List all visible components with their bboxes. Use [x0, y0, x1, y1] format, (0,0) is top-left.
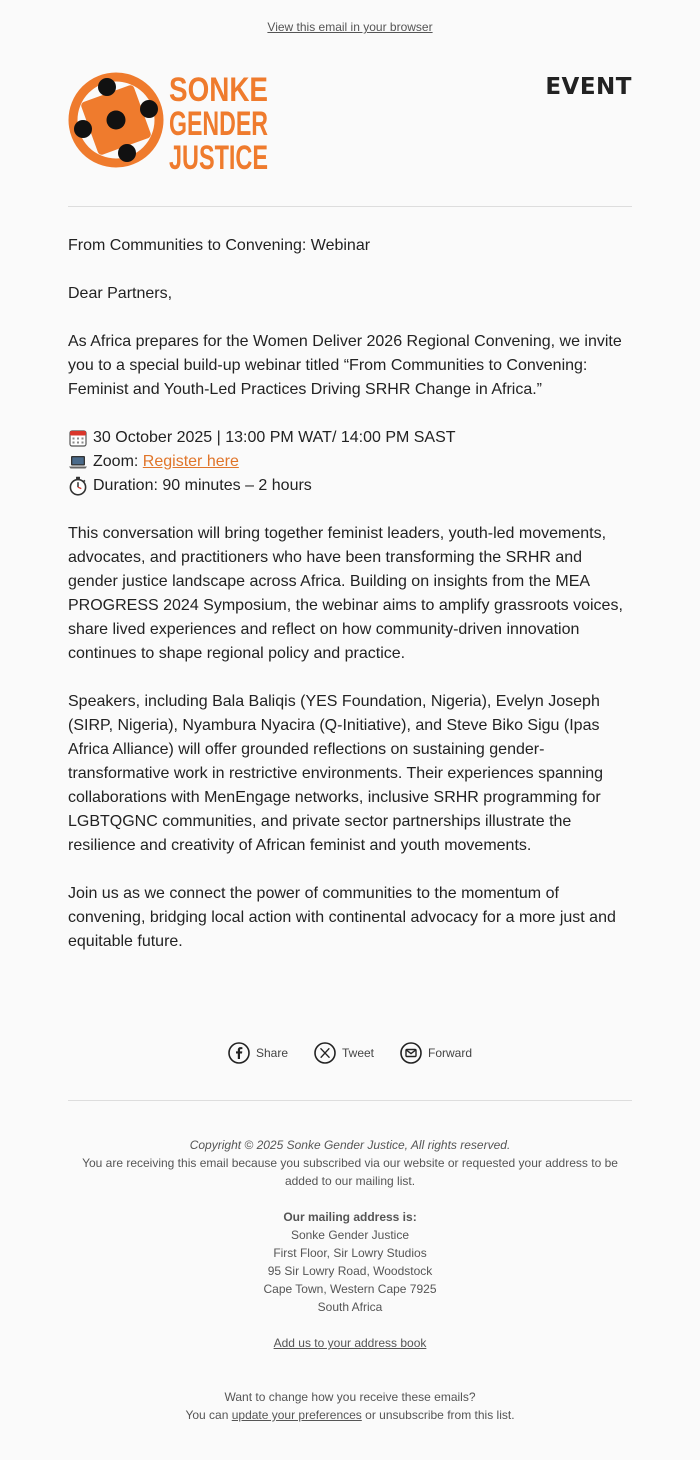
sonke-logo[interactable] [68, 68, 278, 177]
preferences-suffix: or unsubscribe from this list. [361, 1408, 515, 1422]
event-zoom [68, 450, 632, 474]
copyright-text: Copyright © 2025 Sonke Gender Justice, All rights reserved. [189, 1138, 511, 1152]
forward-label: Forward [428, 1046, 473, 1060]
share-button[interactable] [228, 1042, 288, 1064]
intro-paragraph: As Africa prepares for the Women Deliver 2026 Regional Convening, we invite you to a special build-up webinar titled “From Communities to Convening: Feminist and Youth-Led Practices Driving SRHR Change in Africa.” [68, 333, 622, 398]
logo-pip [140, 100, 158, 118]
calendar-icon [68, 428, 88, 448]
laptop-icon [68, 452, 88, 472]
update-preferences-link[interactable]: update your preferences [231, 1408, 362, 1422]
zoom-prefix: Zoom: [93, 453, 143, 470]
change-preferences-question: Want to change how you receive these emails? [224, 1390, 476, 1404]
add-to-address-book-link[interactable]: Add us to your address book [273, 1336, 427, 1350]
tweet-label: Tweet [342, 1046, 375, 1060]
x-twitter-icon [314, 1042, 336, 1064]
tweet-button[interactable] [314, 1042, 374, 1064]
email-header [68, 68, 632, 178]
stopwatch-icon [68, 476, 88, 496]
view-in-browser-link[interactable]: View this email in your browser [267, 20, 433, 34]
address-line: Cape Town, Western Cape 7925 [263, 1282, 437, 1296]
logo-text-line: JUSTICE [169, 139, 268, 177]
logo-pip [98, 78, 116, 96]
mailing-address-heading: Our mailing address is: [283, 1210, 417, 1224]
greeting: Dear Partners, [68, 285, 173, 302]
envelope-icon [400, 1042, 422, 1064]
header-divider [68, 206, 632, 207]
preferences-line [68, 1406, 632, 1424]
facebook-icon [228, 1042, 250, 1064]
event-label: EVENT [545, 74, 632, 100]
event-details [68, 426, 632, 498]
email-footer [68, 1136, 632, 1424]
share-bar [0, 1042, 700, 1064]
body-paragraph: Join us as we connect the power of communities to the momentum of convening, bridging local action with continental advocacy for a more just and equitable future. [68, 885, 616, 950]
event-duration [68, 474, 632, 498]
register-link[interactable]: Register here [142, 453, 239, 470]
preferences-prefix: You can [185, 1408, 232, 1422]
logo-pip [107, 111, 126, 130]
logo-pip [74, 120, 92, 138]
event-date-text: 30 October 2025 | 13:00 PM WAT/ 14:00 PM SAST [93, 429, 456, 446]
share-label: Share [255, 1046, 288, 1060]
footer-divider [68, 1100, 632, 1101]
event-duration-text: Duration: 90 minutes – 2 hours [93, 477, 312, 494]
email-body [68, 234, 632, 978]
webinar-title: From Communities to Convening: Webinar [68, 237, 371, 254]
address-line: Sonke Gender Justice [290, 1228, 410, 1242]
event-date [68, 426, 632, 450]
body-paragraph: Speakers, including Bala Baliqis (YES Foundation, Nigeria), Evelyn Joseph (SIRP, Nigeria), Nyambura Nyacira (Q-Initiative), and Steve Biko Sigu (Ipas Africa Alliance) will offer grounded reflections on sustaining gender-transformative work in restrictive environments. Their experiences spanning collaborations with MenEngage networks, inclusive SRHR programming for LGBTQGNC communities, and private sector partnerships illustrate the resilience and creativity of African feminist and youth movements. [68, 693, 604, 854]
logo-pip [118, 144, 136, 162]
address-line: 95 Sir Lowry Road, Woodstock [267, 1264, 433, 1278]
body-paragraph: This conversation will bring together feminist leaders, youth-led movements, advocates, and practitioners who have been transforming the SRHR and gender justice landscape across Africa. Building on insights from the MEA PROGRESS 2024 Symposium, the webinar aims to amplify grassroots voices, share lived experiences and reflect on how community-driven innovation continues to shape regional policy and practice. [68, 525, 623, 662]
address-line: First Floor, Sir Lowry Studios [273, 1246, 427, 1260]
logo-text-line: GENDER [169, 105, 268, 143]
logo-text-line: SONKE [169, 71, 268, 109]
address-line: South Africa [317, 1300, 383, 1314]
subscription-reason: You are receiving this email because you subscribed via our website or requested your address to be added to our mailing list. [82, 1156, 618, 1188]
forward-button[interactable] [400, 1042, 472, 1064]
